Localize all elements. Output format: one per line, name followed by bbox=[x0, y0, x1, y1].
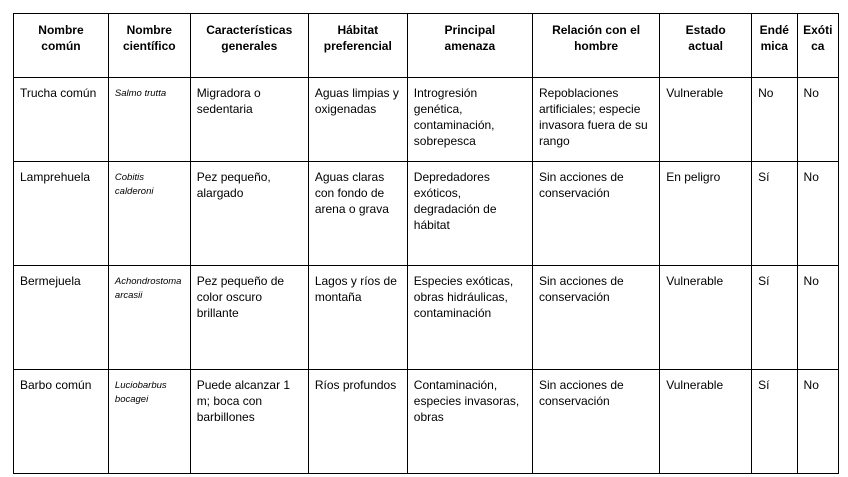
cell-caracteristicas: Pez pequeño, alargado bbox=[190, 162, 308, 266]
cell-endemica: Sí bbox=[752, 266, 797, 370]
header-nombre-comun bbox=[14, 14, 109, 78]
header-endemica bbox=[752, 14, 797, 78]
cell-amenaza: Introgresión genética, contaminación, sobrepesca bbox=[407, 78, 532, 162]
header-line: Características bbox=[206, 23, 293, 37]
cell-relacion: Sin acciones de conservación bbox=[532, 370, 659, 474]
header-line: Hábitat bbox=[337, 23, 379, 37]
cell-relacion: Sin acciones de conservación bbox=[532, 162, 659, 266]
cell-nombre-comun: Bermejuela bbox=[14, 266, 109, 370]
header-relacion bbox=[532, 14, 659, 78]
cell-habitat: Aguas claras con fondo de arena o grava bbox=[308, 162, 407, 266]
cell-estado: En peligro bbox=[660, 162, 752, 266]
cell-caracteristicas: Puede alcanzar 1 m; boca con barbillones bbox=[190, 370, 308, 474]
header-line: Principal bbox=[444, 23, 496, 37]
cell-exotica: No bbox=[797, 370, 838, 474]
cell-nombre-comun: Barbo común bbox=[14, 370, 109, 474]
header-line: común bbox=[41, 39, 81, 53]
cell-endemica: Sí bbox=[752, 370, 797, 474]
cell-estado: Vulnerable bbox=[660, 266, 752, 370]
header-line: Nombre bbox=[126, 23, 172, 37]
table-row bbox=[14, 78, 839, 162]
cell-exotica: No bbox=[797, 162, 838, 266]
header-line: actual bbox=[688, 39, 723, 53]
header-line: Exóti bbox=[803, 23, 833, 37]
table-row bbox=[14, 162, 839, 266]
header-line: Relación con el bbox=[552, 23, 641, 37]
header-line: hombre bbox=[574, 39, 619, 53]
header-line: científico bbox=[122, 39, 176, 53]
cell-nombre-cientifico: Salmo trutta bbox=[108, 78, 190, 162]
header-habitat bbox=[308, 14, 407, 78]
cell-nombre-comun: Trucha común bbox=[14, 78, 109, 162]
header-line: amenaza bbox=[444, 39, 496, 53]
cell-exotica: No bbox=[797, 78, 838, 162]
cell-habitat: Lagos y ríos de montaña bbox=[308, 266, 407, 370]
cell-amenaza: Especies exóticas, obras hidráulicas, contaminación bbox=[407, 266, 532, 370]
header-caracteristicas bbox=[190, 14, 308, 78]
cell-nombre-comun: Lamprehuela bbox=[14, 162, 109, 266]
cell-relacion: Sin acciones de conservación bbox=[532, 266, 659, 370]
cell-endemica: No bbox=[752, 78, 797, 162]
cell-amenaza: Contaminación, especies invasoras, obras bbox=[407, 370, 532, 474]
cell-habitat: Aguas limpias y oxigenadas bbox=[308, 78, 407, 162]
cell-nombre-cientifico: Luciobarbus bocagei bbox=[108, 370, 190, 474]
table-row bbox=[14, 370, 839, 474]
cell-relacion: Repoblaciones artificiales; especie invasora fuera de su rango bbox=[532, 78, 659, 162]
cell-amenaza: Depredadores exóticos, degradación de hábitat bbox=[407, 162, 532, 266]
header-line: Nombre bbox=[38, 23, 84, 37]
cell-caracteristicas: Migradora o sedentaria bbox=[190, 78, 308, 162]
species-table bbox=[13, 13, 839, 474]
cell-estado: Vulnerable bbox=[660, 78, 752, 162]
header-estado bbox=[660, 14, 752, 78]
header-nombre-cientifico bbox=[108, 14, 190, 78]
header-line: Estado bbox=[685, 23, 726, 37]
header-row bbox=[14, 14, 839, 78]
cell-nombre-cientifico: Achondrostoma arcasii bbox=[108, 266, 190, 370]
cell-exotica: No bbox=[797, 266, 838, 370]
header-line: Endé bbox=[759, 23, 789, 37]
header-line: ca bbox=[811, 39, 825, 53]
header-exotica bbox=[797, 14, 838, 78]
header-line: preferencial bbox=[323, 39, 392, 53]
header-line: mica bbox=[760, 39, 788, 53]
cell-habitat: Ríos profundos bbox=[308, 370, 407, 474]
header-line: generales bbox=[221, 39, 278, 53]
header-amenaza bbox=[407, 14, 532, 78]
table-row bbox=[14, 266, 839, 370]
cell-estado: Vulnerable bbox=[660, 370, 752, 474]
cell-caracteristicas: Pez pequeño de color oscuro brillante bbox=[190, 266, 308, 370]
cell-endemica: Sí bbox=[752, 162, 797, 266]
cell-nombre-cientifico: Cobitis calderoni bbox=[108, 162, 190, 266]
